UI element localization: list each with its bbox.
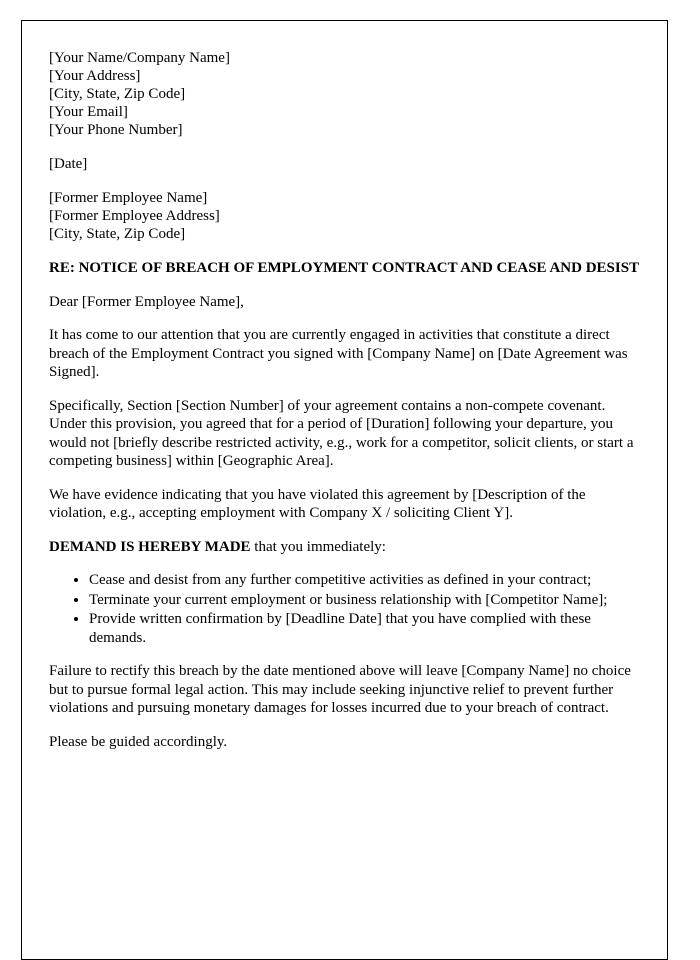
date-line: [Date] — [49, 156, 88, 172]
demand-rest-text: that you immediately: — [250, 538, 386, 555]
bullet-item-cease: • Cease and desist from any further competitive activities as defined in your contract; — [89, 571, 640, 590]
recipient-address-line: [Former Employee Address] — [49, 208, 220, 224]
sender-email-line: [Your Email] — [49, 104, 128, 120]
sender-phone-line: [Your Phone Number] — [49, 122, 183, 138]
demand-bold-text: DEMAND IS HEREBY MADE — [49, 538, 251, 555]
sender-address-line: [Your Address] — [49, 68, 141, 84]
paragraph-failure: Failure to rectify this breach by the date mentioned above will leave [Company Name] no choice but to pursue formal legal action. This may include seeking injunctive relief to prevent further violations and pursuing monetary damages for losses incurred due to your breach of contract. — [49, 663, 631, 716]
bullet-item-confirmation: • Provide written confirmation by [Deadline Date] that you have complied with these demands. — [89, 610, 640, 647]
recipient-address-block — [49, 189, 640, 243]
salutation: Dear [Former Employee Name], — [49, 293, 244, 310]
subject-line: RE: NOTICE OF BREACH OF EMPLOYMENT CONTRACT AND CEASE AND DESIST — [49, 260, 640, 276]
demand-list — [49, 571, 640, 647]
date-block — [49, 155, 640, 173]
paragraph-noncompete: Specifically, Section [Section Number] of your agreement contains a non-compete covenant. Under this provision, you agreed that for a period of [Duration] following your departure, you would not [briefly describe restricted activity, e.g., work for a competitor, solicit clients, or start a competing business] within [Geographic Area]. — [49, 397, 634, 469]
letter-page — [21, 20, 668, 960]
recipient-name-line: [Former Employee Name] — [49, 190, 208, 206]
sender-address-block — [49, 49, 640, 139]
bullet-item-terminate: • Terminate your current employment or business relationship with [Competitor Name]; — [89, 591, 640, 610]
sender-name-line: [Your Name/Company Name] — [49, 50, 230, 66]
closing-line: Please be guided accordingly. — [49, 733, 228, 750]
recipient-city-line: [City, State, Zip Code] — [49, 226, 186, 242]
paragraph-intro: It has come to our attention that you are currently engaged in activities that constitute a direct breach of the Employment Contract you signed with [Company Name] on [Date Agreement was Signed]. — [49, 327, 628, 380]
paragraph-evidence: We have evidence indicating that you have violated this agreement by [Description of the violation, e.g., accepting employment with Company X / soliciting Client Y]. — [49, 486, 586, 521]
demand-line — [49, 538, 640, 557]
sender-city-line: [City, State, Zip Code] — [49, 86, 186, 102]
